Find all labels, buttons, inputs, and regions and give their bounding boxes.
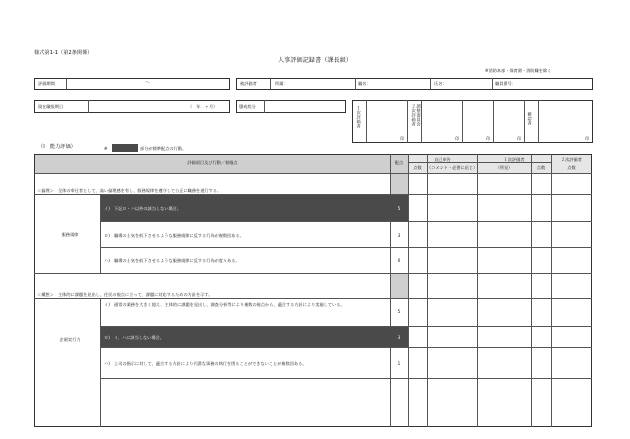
group2-header: ＜構想＞ 主体的に課題を見出し、住民の視点に立って、課題に対応するための方針を示す。 bbox=[37, 292, 213, 297]
header-self-points: 点数 bbox=[413, 165, 422, 170]
evaluation-period-box bbox=[34, 78, 230, 90]
group2-row3-score: 1 bbox=[397, 361, 401, 366]
seal-first: 印 bbox=[400, 136, 405, 141]
header-self-comment: （コメント・必要に応じ） bbox=[427, 165, 478, 170]
evaluatee-label: 被評価者 bbox=[240, 81, 257, 86]
group1-row3-label: ハ) 職場の士気を低下させるような服務規律に反する行為が度々ある。 bbox=[104, 258, 240, 263]
evaluation-period-separator: 〜 bbox=[145, 80, 151, 86]
header-first-points: 点数 bbox=[536, 165, 546, 170]
group2-row1-score: 5 bbox=[397, 309, 401, 314]
group2-row1-label: イ) 通常の業務を大きく超え、主体的に課題を見出し、調査分析等により複数の視点から、適合する方針により実施している。 bbox=[104, 302, 345, 307]
note-text: 部分が標準配点の行動。 bbox=[140, 146, 187, 151]
evaluation-period-label: 評価期間 bbox=[38, 81, 55, 86]
group1-row3-score: 0 bbox=[397, 258, 401, 263]
seal-adjust: 印 bbox=[486, 136, 491, 141]
group1-row2-label: ロ) 職場の士気を低下させるような服務規律に反する行為が複数回ある。 bbox=[104, 233, 244, 238]
group2-row2-score: 3 bbox=[397, 335, 401, 340]
document-title: 人事評価記録書（課長級） bbox=[277, 57, 353, 64]
group1-row2-score: 3 bbox=[397, 233, 401, 238]
form-number: 様式第1-1（第2条関係） bbox=[34, 50, 93, 56]
section-title: （Ⅰ 能力評価） bbox=[38, 144, 76, 150]
position-label: 職名： bbox=[358, 81, 371, 86]
evaluatee-box bbox=[236, 78, 593, 90]
grade-start-label: 現在職級期日 bbox=[38, 104, 64, 109]
evaluator-signature-block bbox=[352, 100, 593, 143]
seal-second: 印 bbox=[455, 136, 460, 141]
adjustment-committee-label: 調整委員会 bbox=[416, 104, 422, 127]
group1-header: ＜倫理＞ 全体の奉仕者として、高い倫理感を有し、服務規律を遵守して公正に職務を遂行する。 bbox=[37, 188, 222, 193]
header-self: 自己申告 bbox=[434, 157, 451, 162]
header-first-remarks: （所見） bbox=[495, 165, 513, 170]
staff-number-label: 職員番号： bbox=[495, 81, 516, 86]
seal-third: 印 bbox=[517, 136, 522, 141]
group1-name: 服務規律 bbox=[61, 232, 79, 237]
exclusion-note: ※消防本部・保育園・消防職を除く bbox=[485, 68, 552, 73]
group2-row2-label: ロ) イ、ハに該当しない場合。 bbox=[104, 335, 164, 340]
years-months: （ 年 ヶ月） bbox=[188, 104, 218, 109]
header-second: ２次評価者 bbox=[561, 157, 582, 162]
header-second-points: 点数 bbox=[567, 165, 576, 170]
note-mark: ※ bbox=[104, 146, 108, 151]
department-label: 所属： bbox=[275, 81, 288, 86]
seal-confirmer: 印 bbox=[585, 136, 590, 141]
header-item: 評価項目及び行動／着眼点 bbox=[187, 160, 238, 165]
header-points: 配点 bbox=[394, 160, 404, 165]
note-swatch bbox=[112, 144, 138, 152]
header-first: １次評価者 bbox=[503, 157, 525, 162]
group2-row3-label: ハ) 上司の指示に対して、適合する方針により円滑な事務の執行を図ることができないことが複数回ある。 bbox=[104, 361, 307, 366]
group1-row1-score: 5 bbox=[397, 206, 401, 211]
group2-name: 企画実行力 bbox=[59, 337, 81, 342]
group1-row1-label: イ) 下記ロ・ハ以外の該当しない場合。 bbox=[104, 206, 182, 211]
extra-label: 懲戒処分 bbox=[239, 104, 256, 109]
name-label: 氏名： bbox=[434, 81, 447, 86]
first-evaluator-label: １次評価者 bbox=[356, 106, 362, 129]
second-evaluator-label: ２次評価者 bbox=[411, 104, 417, 127]
confirmer-label: 確認者 bbox=[527, 112, 533, 126]
